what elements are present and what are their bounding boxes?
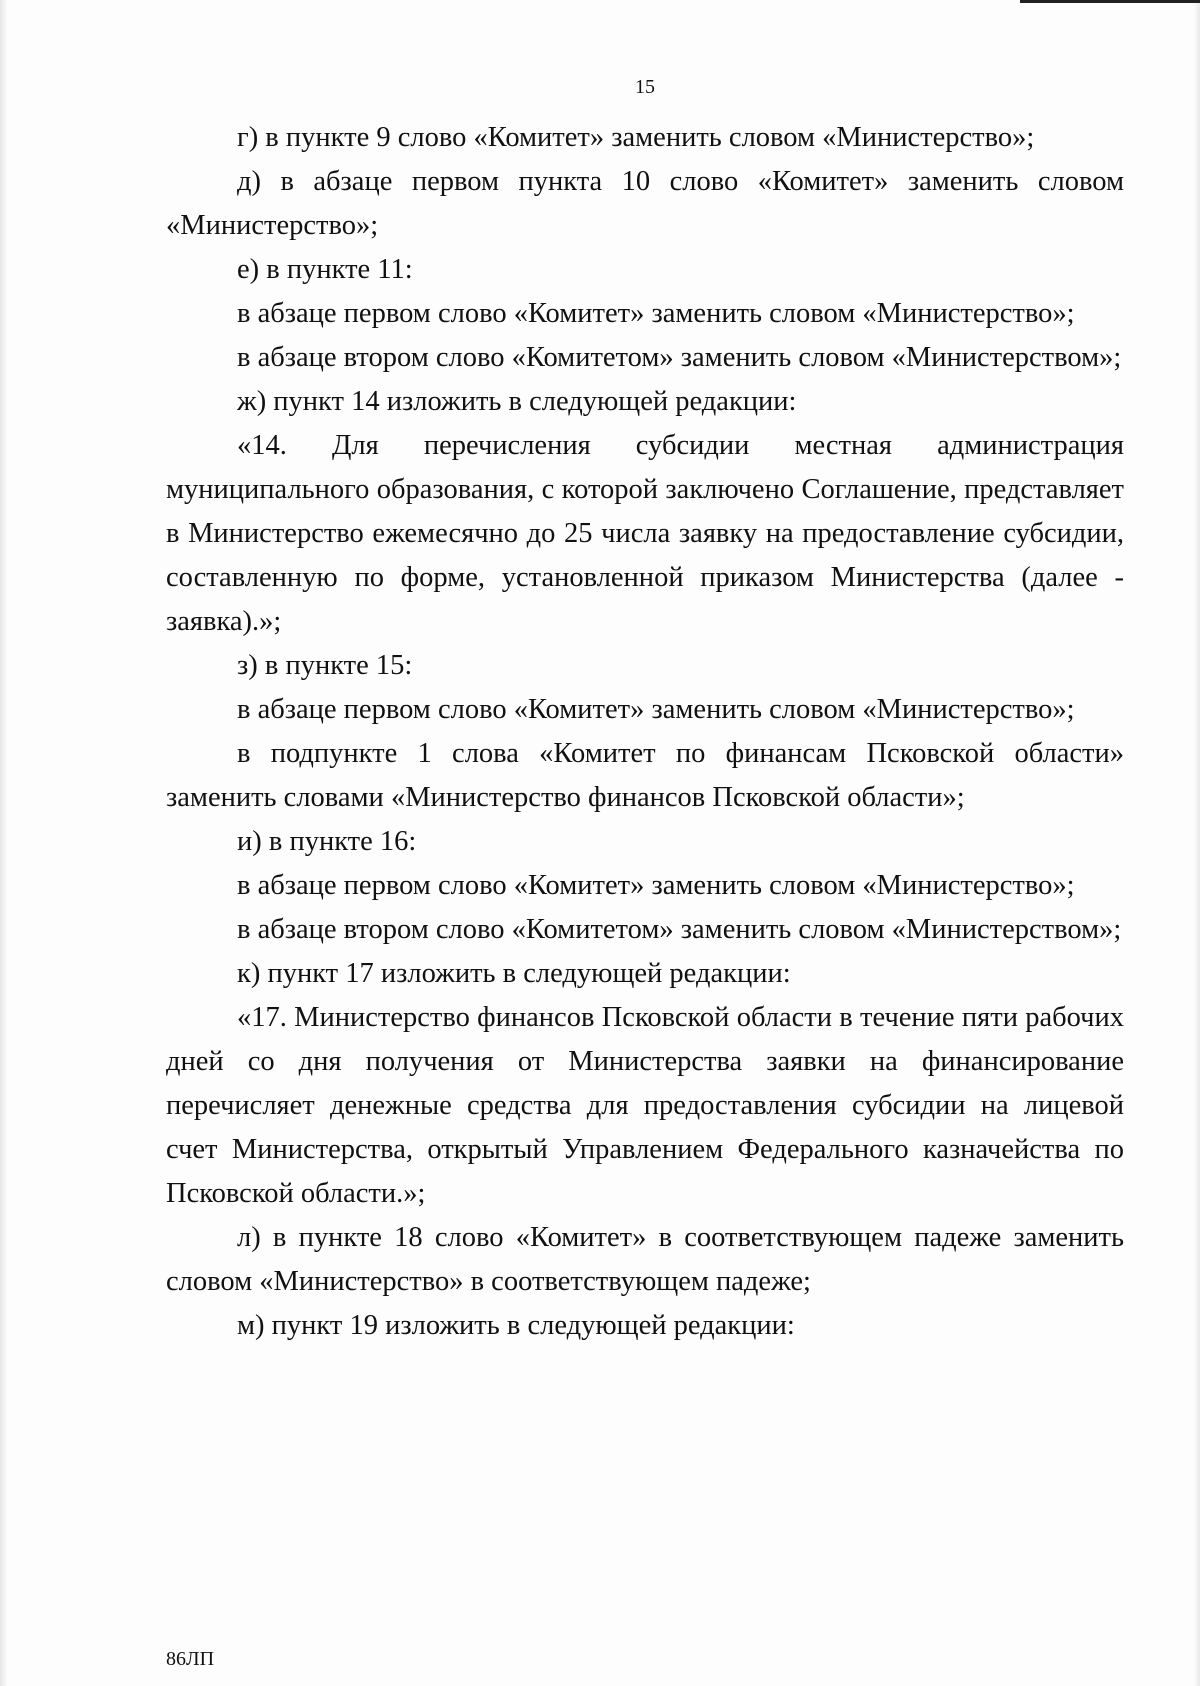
paragraph-g: г) в пункте 9 слово «Комитет» заменить словом «Министерство»;	[237, 122, 1035, 153]
page-number: 15	[635, 76, 655, 98]
paragraph-e-2: в абзаце втором слово «Комитетом» заменить словом «Министерством»;	[237, 342, 1122, 373]
scan-edge-left	[0, 0, 8, 1686]
paragraph-i-1: в абзаце первом слово «Комитет» заменить словом «Министерство»;	[237, 870, 1075, 901]
paragraph-i: и) в пункте 16:	[237, 826, 417, 857]
paragraph-zh: ж) пункт 14 изложить в следующей редакции:	[237, 386, 797, 417]
paragraph-z: з) в пункте 15:	[237, 650, 413, 681]
paragraph-m: м) пункт 19 изложить в следующей редакции:	[237, 1310, 795, 1341]
paragraph-17-text: «17. Министерство финансов Псковской области в течение пяти рабочих дней со дня получения от Министерства заявки на финансирование перечисляет денежные средства для предоставления субсидии на лицевой счет Министерства, открытый Управлением Федерального казначейства по Псковской области.»;	[166, 1002, 1124, 1209]
scan-edge-right	[1194, 0, 1200, 1686]
paragraph-e-1: в абзаце первом слово «Комитет» заменить словом «Министерство»;	[237, 298, 1075, 329]
document-body	[166, 116, 1124, 1348]
paragraph-i-2: в абзаце втором слово «Комитетом» заменить словом «Министерством»;	[237, 914, 1122, 945]
document-code: 86ЛП	[166, 1648, 215, 1670]
scan-line-top	[1020, 0, 1200, 3]
paragraph-d: д) в абзаце первом пункта 10 слово «Комитет» заменить словом «Министерство»;	[166, 166, 1124, 241]
paragraph-l: л) в пункте 18 слово «Комитет» в соответствующем падеже заменить словом «Министерство» в соответствующем падеже;	[166, 1222, 1124, 1297]
paragraph-e: е) в пункте 11:	[237, 254, 413, 285]
paragraph-14-text: «14. Для перечисления субсидии местная администрация муниципального образования, с которой заключено Соглашение, представляет в Министерство ежемесячно до 25 числа заявку на предоставление субсидии, составленную по форме, установленной приказом Министерства (далее - заявка).»;	[166, 430, 1124, 637]
paragraph-k: к) пункт 17 изложить в следующей редакции:	[237, 958, 791, 989]
paragraph-z-2: в подпункте 1 слова «Комитет по финансам Псковской области» заменить словами «Министерство финансов Псковской области»;	[166, 738, 1124, 813]
paragraph-z-1: в абзаце первом слово «Комитет» заменить словом «Министерство»;	[237, 694, 1075, 725]
